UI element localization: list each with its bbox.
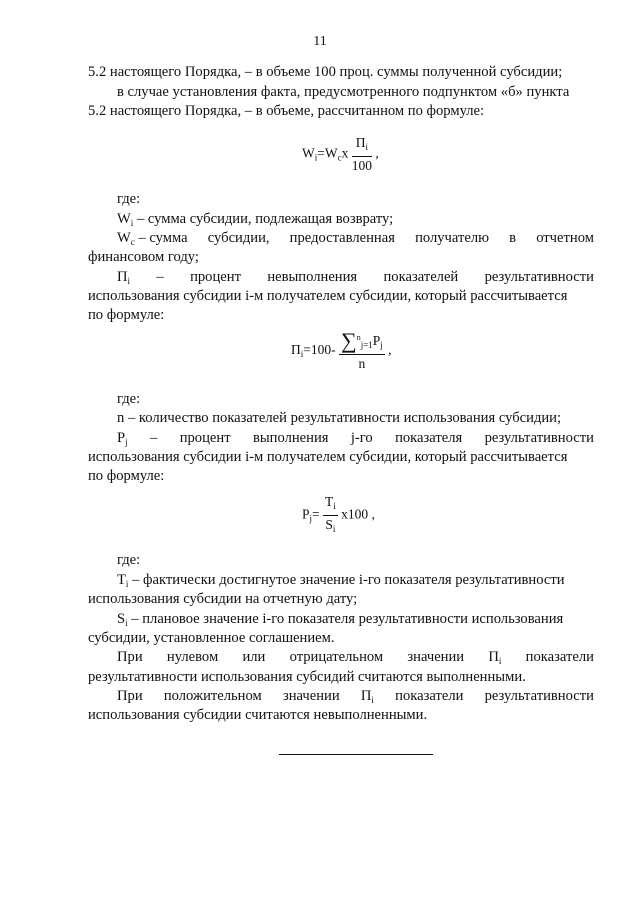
definition-wc-line1: $W_c$ – сумма субсидии, предоставленная получателю в отчетном — [117, 230, 594, 247]
formula-pj: $P_j=$ $\frac{T_i}{S_i}$ x100 , — [302, 494, 375, 537]
formula-pj-fraction: $\frac{T_i}{S_i}$ — [325, 494, 336, 534]
definition-pj-line1: $P_j$ – процент выполнения j-го показателя результативности — [117, 430, 594, 447]
where-label-3: где: — [117, 552, 141, 568]
paragraph-continuation: 5.2 настоящего Порядка, – в объеме 100 проц. суммы полученной субсидии; — [88, 64, 563, 80]
formula-pi: $П_i=100-$ $\frac{\sum^n_{j=1}P_j}{n}$ , — [291, 328, 392, 371]
definition-n: n – количество показателей результативности использования субсидии; — [117, 410, 562, 426]
paragraph-case-b-line2: 5.2 настоящего Порядка, – в объеме, рассчитанном по формуле: — [88, 103, 485, 119]
zero-value-line1: При нулевом или отрицательном значении $П_i$ показатели — [117, 649, 594, 666]
definition-pi-line2: использования субсидии i-м получателем субсидии, который рассчитывается — [88, 288, 568, 304]
zero-value-line2: результативности использования субсидий считаются выполненными. — [88, 669, 526, 685]
definition-pi-line1: $П_i$ – процент невыполнения показателей результативности — [117, 269, 594, 286]
definition-si-line1: $S_i$ – плановое значение i-го показателя результативности использования — [117, 611, 564, 628]
definition-si-line2: субсидии, установленное соглашением. — [88, 630, 335, 646]
positive-value-line2: использования субсидии считаются невыполненными. — [88, 707, 428, 723]
formula-pi-fraction: $\frac{\sum^n_{j=1}P_j}{n}$ — [341, 328, 383, 371]
paragraph-case-b-line1: в случае установления факта, предусмотренного подпунктом «б» пункта — [117, 84, 570, 100]
definition-wc-line2: финансовом году; — [88, 249, 199, 265]
where-label-2: где: — [117, 391, 141, 407]
where-label-1: где: — [117, 191, 141, 207]
page-number: 11 — [313, 34, 327, 49]
definition-pj-line3: по формуле: — [88, 468, 165, 484]
formula-wi: $W_i=W_cx$ $\frac{П_i}{100}$ , — [302, 135, 379, 173]
definition-wi: $W_i$ – сумма субсидии, подлежащая возврату; — [117, 211, 394, 228]
closing-rule — [279, 754, 433, 755]
formula-wi-fraction: $\frac{П_i}{100}$ — [351, 135, 372, 173]
definition-pi-line3: по формуле: — [88, 307, 165, 323]
definition-pj-line2: использования субсидии i-м получателем субсидии, который рассчитывается — [88, 449, 568, 465]
positive-value-line1: При положительном значении $П_i$ показатели результативности — [117, 688, 594, 705]
definition-ti-line2: использования субсидии на отчетную дату; — [88, 591, 358, 607]
definition-ti-line1: $T_i$ – фактически достигнутое значение i-го показателя результативности — [117, 572, 565, 589]
